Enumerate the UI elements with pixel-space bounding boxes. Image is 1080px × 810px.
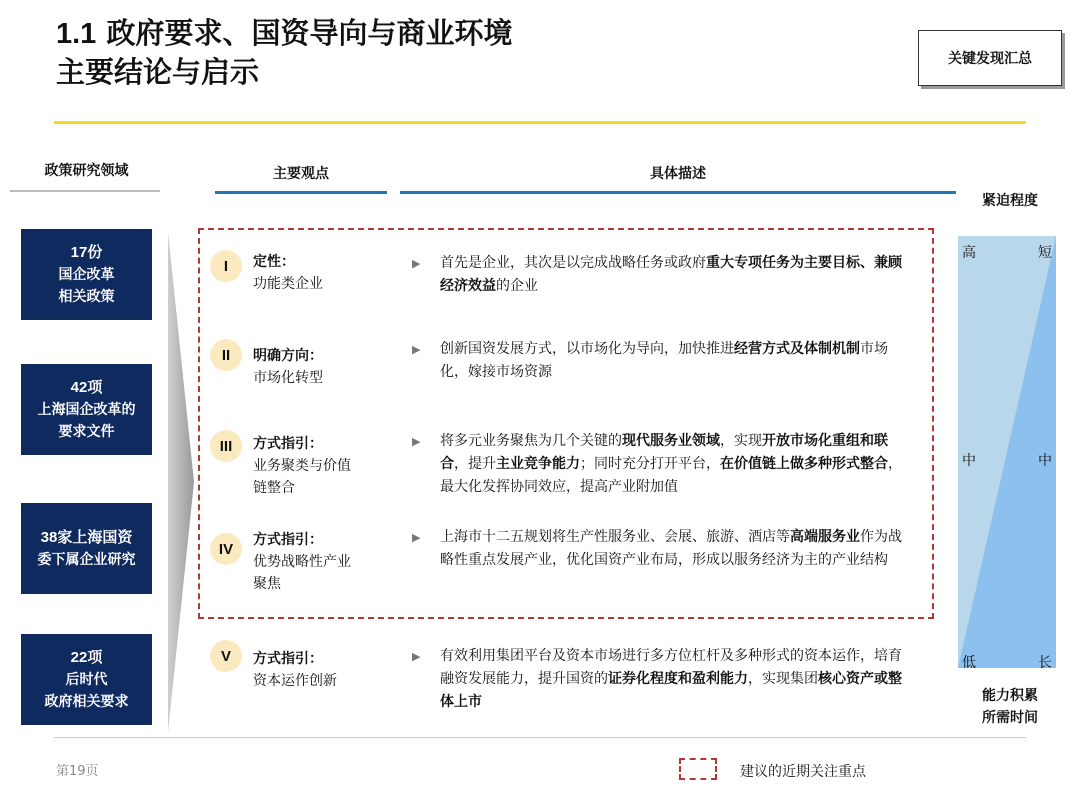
desc-1 — [412, 252, 912, 298]
point-2-sub1: 市场化转型 — [253, 370, 323, 386]
body-text: 作为战略性重点发展产业，优化国资产业布局，形成以服务经济为主的产业结构 — [440, 529, 902, 568]
body-text: 上海市十二五规划将生产性服务业、会展、旅游、酒店等 — [440, 529, 790, 545]
policy-box-1-text2: 相关政策 — [58, 288, 115, 305]
roman-badge-2: II — [210, 339, 242, 371]
emphasis-text: 经营方式及体制机制 — [734, 341, 860, 357]
desc-3-text — [440, 433, 902, 495]
column-underline-main-point — [215, 191, 387, 194]
desc-5 — [412, 645, 912, 714]
policy-box-4-text2: 政府相关要求 — [44, 693, 129, 710]
policy-box-2-text2: 要求文件 — [58, 423, 115, 440]
bullet-triangle-icon: ▶ — [412, 650, 421, 663]
body-text: 创新国资发展方式，以市场化为导向，加快推进 — [440, 341, 734, 357]
point-1-head: 定性： — [253, 254, 295, 270]
policy-box-2 — [21, 364, 152, 455]
legend-dashed-icon — [679, 758, 717, 780]
bullet-triangle-icon: ▶ — [412, 435, 421, 448]
policy-box-1-text1: 国企改革 — [58, 266, 115, 283]
roman-badge-1: I — [210, 250, 242, 282]
point-5 — [253, 648, 337, 692]
point-3 — [253, 433, 351, 499]
body-text: ，提升 — [454, 456, 496, 472]
point-4-sub1: 优势战略性产业 — [253, 554, 351, 570]
column-header-description: 具体描述 — [650, 166, 706, 182]
roman-badge-5: V — [210, 640, 242, 672]
capability-time-line1: 能力积累 — [982, 688, 1038, 704]
desc-3 — [412, 430, 912, 499]
point-3-head: 方式指引： — [253, 436, 323, 452]
roman-badge-4: IV — [210, 533, 242, 565]
time-short-label: 短 — [1038, 245, 1052, 261]
point-5-sub1: 资本运作创新 — [253, 673, 337, 689]
policy-box-4-text1: 后时代 — [65, 671, 108, 688]
emphasis-text: 现代服务业领域 — [622, 433, 720, 449]
body-text: ，实现集团 — [748, 671, 818, 687]
body-text: ，最大化发挥协同效应，提高产业附加值 — [440, 456, 902, 495]
point-3-sub2: 链整合 — [253, 480, 295, 496]
body-text: 的企业 — [496, 278, 538, 294]
policy-box-3-num: 38家上海国资 — [40, 528, 133, 546]
column-underline-description — [400, 191, 956, 194]
emphasis-text: 核心资产或整体上市 — [440, 671, 902, 710]
body-text: 有效利用集团平台及资本市场进行多方位杠杆及多种形式的资本运作，培育融资发展能力，提升国资的 — [440, 648, 902, 687]
legend-label: 建议的近期关注重点 — [740, 764, 866, 780]
body-text: ；同时充分打开平台， — [580, 456, 720, 472]
point-4-head: 方式指引： — [253, 532, 323, 548]
policy-box-3 — [21, 503, 152, 594]
capability-time-line2: 所需时间 — [982, 710, 1038, 726]
point-4 — [253, 529, 351, 595]
body-text: 市场化，嫁接市场资源 — [440, 341, 888, 380]
flow-arrow — [168, 232, 198, 732]
point-3-sub1: 业务聚类与价值 — [253, 458, 351, 474]
page-subtitle: 主要结论与启示 — [56, 55, 260, 89]
title-divider — [54, 121, 1026, 124]
urgency-low-label: 低 — [962, 655, 976, 671]
point-2 — [253, 345, 323, 389]
column-underline-policy-area — [10, 190, 160, 192]
capability-time-caption — [960, 685, 1060, 729]
column-header-policy-area: 政策研究领域 — [44, 163, 129, 179]
body-text: 首先是企业，其次是以完成战略任务或政府 — [440, 255, 706, 271]
point-2-head: 明确方向： — [253, 348, 323, 364]
emphasis-text: 开放市场化重组和联合 — [440, 433, 888, 472]
title-number: 1.1 — [56, 18, 97, 50]
policy-box-4-num: 22项 — [70, 648, 103, 666]
policy-box-4 — [21, 634, 152, 725]
footer-divider — [54, 737, 1026, 738]
desc-4 — [412, 526, 912, 572]
column-header-urgency: 紧迫程度 — [982, 193, 1038, 209]
desc-1-text — [440, 255, 902, 294]
point-1-sub1: 功能类企业 — [253, 276, 323, 292]
bullet-triangle-icon: ▶ — [412, 257, 421, 270]
page-number: 第19页 — [56, 764, 99, 779]
page-title — [56, 12, 512, 55]
body-text: 将多元业务聚焦为几个关键的 — [440, 433, 622, 449]
desc-2 — [412, 338, 912, 384]
policy-box-2-num: 42项 — [70, 378, 103, 396]
column-header-main-point: 主要观点 — [273, 166, 329, 182]
policy-box-2-text1: 上海国企改革的 — [37, 401, 136, 418]
point-5-head: 方式指引： — [253, 651, 323, 667]
policy-box-1-num: 17份 — [70, 243, 103, 261]
emphasis-text: 高端服务业 — [790, 529, 860, 545]
bullet-triangle-icon: ▶ — [412, 531, 421, 544]
time-long-label: 长 — [1038, 655, 1052, 671]
point-1 — [253, 251, 323, 295]
policy-box-3-text1: 委下属企业研究 — [37, 551, 136, 568]
emphasis-text: 主业竞争能力 — [496, 456, 580, 472]
urgency-high-label: 高 — [962, 245, 976, 261]
title-line1: 政府要求、国资导向与商业环境 — [106, 16, 513, 50]
emphasis-text: 重大专项任务为主要目标、兼顾经济效益 — [440, 255, 902, 294]
bullet-triangle-icon: ▶ — [412, 343, 421, 356]
desc-5-text — [440, 648, 902, 710]
desc-2-text — [440, 341, 888, 380]
emphasis-text: 在价值链上做多种形式整合 — [720, 456, 888, 472]
body-text: ，实现 — [720, 433, 762, 449]
urgency-mid-label: 中 — [962, 453, 976, 469]
time-mid-label: 中 — [1038, 453, 1052, 469]
desc-4-text — [440, 529, 902, 568]
emphasis-text: 证券化程度和盈利能力 — [608, 671, 748, 687]
policy-box-1 — [21, 229, 152, 320]
point-4-sub2: 聚焦 — [253, 576, 281, 592]
roman-badge-3: III — [210, 430, 242, 462]
key-findings-badge: 关键发现汇总 — [918, 30, 1062, 86]
